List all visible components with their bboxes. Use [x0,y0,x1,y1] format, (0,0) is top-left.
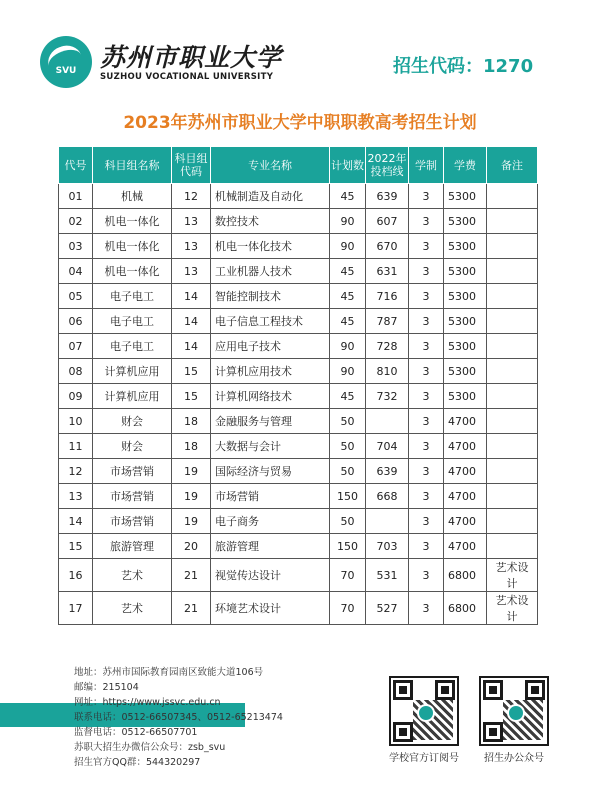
table-cell: 5300 [444,384,487,409]
table-cell: 艺术设计 [487,592,538,625]
table-cell: 电子信息工程技术 [211,309,330,334]
table-cell: 机械 [93,184,172,209]
table-cell: 14 [172,334,211,359]
table-cell: 机电一体化 [93,209,172,234]
school-logo-icon [40,36,92,88]
phone-text: 联系电话：0512-66507345、0512-65213474 [74,712,283,723]
table-cell: 6800 [444,559,487,592]
table-cell: 08 [59,359,93,384]
column-header: 计划数 [330,147,366,184]
table-cell [487,184,538,209]
table-row [59,409,538,434]
table-cell: 90 [330,334,366,359]
table-cell: 19 [172,484,211,509]
table-cell: 50 [330,434,366,459]
table-cell: 45 [330,309,366,334]
table-cell: 大数据与会计 [211,434,330,459]
table-cell: 5300 [444,309,487,334]
table-cell [487,334,538,359]
table-cell: 668 [366,484,409,509]
table-cell: 3 [409,592,444,625]
table-cell: 531 [366,559,409,592]
table-cell: 5300 [444,184,487,209]
table-cell: 智能控制技术 [211,284,330,309]
table-cell [487,459,538,484]
wechat-text: 苏职大招生办微信公众号：zsb_svu [74,742,226,753]
table-cell: 90 [330,234,366,259]
table-cell: 13 [59,484,93,509]
table-cell: 环境艺术设计 [211,592,330,625]
table-cell: 607 [366,209,409,234]
table-cell: 150 [330,534,366,559]
table-cell: 639 [366,184,409,209]
qr-code-icon [389,676,459,746]
table-cell: 45 [330,259,366,284]
table-cell [487,434,538,459]
table-row [59,509,538,534]
school-name-en: SUZHOU VOCATIONAL UNIVERSITY [100,72,274,82]
table-row [59,459,538,484]
table-cell: 70 [330,559,366,592]
table-cell: 国际经济与贸易 [211,459,330,484]
table-cell [487,234,538,259]
table-cell: 90 [330,359,366,384]
table-cell: 3 [409,184,444,209]
table-cell: 市场营销 [211,484,330,509]
table-cell: 12 [172,184,211,209]
table-row [59,234,538,259]
website-link[interactable]: 网址：https://www.jssvc.edu.cn [74,697,221,708]
table-cell: 3 [409,309,444,334]
table-cell [487,309,538,334]
table-cell: 703 [366,534,409,559]
table-cell: 3 [409,484,444,509]
table-cell: 5300 [444,209,487,234]
table-cell: 5300 [444,359,487,384]
table-cell: 18 [172,409,211,434]
table-cell: 数控技术 [211,209,330,234]
table-cell: 17 [59,592,93,625]
table-cell: 3 [409,509,444,534]
table-cell: 50 [330,459,366,484]
table-row [59,434,538,459]
logo-abbr: SVU [55,66,77,76]
table-cell: 3 [409,559,444,592]
table-cell: 728 [366,334,409,359]
table-cell [487,484,538,509]
table-row [59,209,538,234]
header [0,0,600,98]
table-cell: 13 [172,259,211,284]
table-cell: 市场营销 [93,509,172,534]
table-cell [487,259,538,284]
table-cell [487,384,538,409]
table-cell: 工业机器人技术 [211,259,330,284]
table-cell: 机械制造及自动化 [211,184,330,209]
qr-caption-admissions: 招生办公众号 [484,753,544,764]
qr-caption-official: 学校官方订阅号 [389,753,459,764]
table-cell: 21 [172,559,211,592]
column-header: 科目组名称 [93,147,172,184]
table-cell: 电子商务 [211,509,330,534]
table-cell: 机电一体化 [93,259,172,284]
table-cell: 3 [409,209,444,234]
column-header: 科目组 代码 [172,147,211,184]
table-cell: 3 [409,334,444,359]
table-cell: 03 [59,234,93,259]
table-cell: 5300 [444,284,487,309]
table-cell: 14 [172,284,211,309]
table-cell: 3 [409,259,444,284]
table-cell [487,284,538,309]
qr-code-icon [479,676,549,746]
page-title: 2023年苏州市职业大学中职职教高考招生计划 [123,113,477,133]
table-cell: 631 [366,259,409,284]
table-cell: 电子电工 [93,284,172,309]
table-cell: 18 [172,434,211,459]
table-cell: 6800 [444,592,487,625]
supervise-phone-text: 监督电话：0512-66507701 [74,727,198,738]
table-cell: 50 [330,409,366,434]
column-header: 2022年 投档线 [366,147,409,184]
table-cell: 4700 [444,534,487,559]
table-cell: 670 [366,234,409,259]
table-cell [487,534,538,559]
table-cell: 3 [409,459,444,484]
table-row [59,559,538,592]
table-cell [366,509,409,534]
table-row [59,184,538,209]
table-cell: 计算机应用 [93,384,172,409]
table-cell [487,509,538,534]
table-cell: 16 [59,559,93,592]
table-cell: 19 [172,459,211,484]
table-cell: 50 [330,509,366,534]
table-cell: 810 [366,359,409,384]
table-row [59,284,538,309]
postcode-text: 邮编：215104 [74,682,139,693]
enroll-code-label: 招生代码：1270 [393,56,534,77]
table-cell: 14 [59,509,93,534]
table-cell: 艺术设计 [487,559,538,592]
table-header-row [59,147,538,184]
table-cell: 4700 [444,459,487,484]
table-cell [487,359,538,384]
table-cell: 3 [409,534,444,559]
table-cell: 716 [366,284,409,309]
table-cell: 计算机网络技术 [211,384,330,409]
table-cell: 45 [330,184,366,209]
table-cell: 45 [330,384,366,409]
table-cell: 15 [172,359,211,384]
table-cell: 计算机应用 [93,359,172,384]
table-cell: 3 [409,234,444,259]
column-header: 代号 [59,147,93,184]
table-cell: 19 [172,509,211,534]
table-cell: 市场营销 [93,459,172,484]
table-cell: 4700 [444,509,487,534]
qq-group-text: 招生官方QQ群：544320297 [74,757,201,768]
table-cell: 艺术 [93,592,172,625]
table-cell: 07 [59,334,93,359]
table-row [59,484,538,509]
enrollment-plan-table [58,146,538,625]
column-header: 学制 [409,147,444,184]
table-cell: 4700 [444,484,487,509]
table-cell: 4700 [444,434,487,459]
table-cell: 150 [330,484,366,509]
contact-info [74,665,283,770]
table-row [59,534,538,559]
table-cell: 15 [172,384,211,409]
table-cell: 财会 [93,409,172,434]
table-row [59,359,538,384]
table-cell: 财会 [93,434,172,459]
table-cell: 旅游管理 [93,534,172,559]
column-header: 备注 [487,147,538,184]
table-cell: 06 [59,309,93,334]
table-cell: 13 [172,209,211,234]
table-row [59,384,538,409]
table-row [59,334,538,359]
table-cell: 527 [366,592,409,625]
table-cell: 电子电工 [93,334,172,359]
table-cell: 05 [59,284,93,309]
table-cell: 70 [330,592,366,625]
table-cell: 4700 [444,409,487,434]
table-row [59,309,538,334]
table-cell: 11 [59,434,93,459]
table-cell: 3 [409,409,444,434]
table-cell: 应用电子技术 [211,334,330,359]
table-cell: 机电一体化技术 [211,234,330,259]
table-cell: 639 [366,459,409,484]
table-cell: 14 [172,309,211,334]
school-name-cn: 苏州市职业大学 [100,43,283,72]
table-cell: 5300 [444,234,487,259]
table-cell: 3 [409,434,444,459]
column-header: 学费 [444,147,487,184]
table-cell: 电子电工 [93,309,172,334]
table-cell: 15 [59,534,93,559]
table-cell: 5300 [444,334,487,359]
table-cell: 732 [366,384,409,409]
table-cell: 90 [330,209,366,234]
table-cell: 5300 [444,259,487,284]
column-header: 专业名称 [211,147,330,184]
table-cell: 02 [59,209,93,234]
table-cell [366,409,409,434]
table-row [59,592,538,625]
table-cell: 3 [409,384,444,409]
table-cell: 机电一体化 [93,234,172,259]
table-cell: 12 [59,459,93,484]
table-cell: 旅游管理 [211,534,330,559]
table-cell: 04 [59,259,93,284]
table-cell: 01 [59,184,93,209]
address-text: 地址：苏州市国际教育园南区致能大道106号 [74,667,264,678]
table-cell: 704 [366,434,409,459]
table-cell: 13 [172,234,211,259]
table-cell: 787 [366,309,409,334]
table-cell: 45 [330,284,366,309]
table-cell: 20 [172,534,211,559]
table-cell: 艺术 [93,559,172,592]
table-row [59,259,538,284]
table-cell: 金融服务与管理 [211,409,330,434]
table-cell: 3 [409,359,444,384]
table-cell: 10 [59,409,93,434]
table-cell: 21 [172,592,211,625]
table-cell: 视觉传达设计 [211,559,330,592]
table-cell: 计算机应用技术 [211,359,330,384]
table-cell [487,409,538,434]
table-cell: 市场营销 [93,484,172,509]
table-cell: 3 [409,284,444,309]
table-cell: 09 [59,384,93,409]
table-cell [487,209,538,234]
